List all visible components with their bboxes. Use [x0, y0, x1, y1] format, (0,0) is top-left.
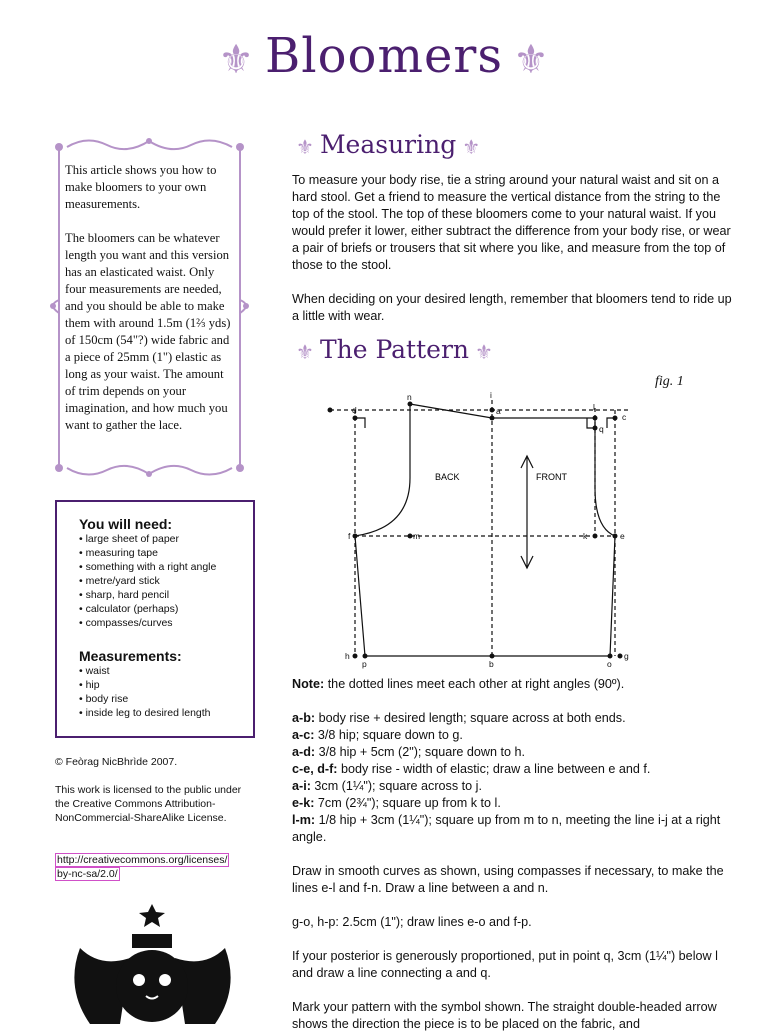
- step: a-i: 3cm (1¼"); square across to j.: [292, 779, 482, 793]
- paragraph: Mark your pattern with the symbol shown. The straight double-headed arrow shows the direction the piece is to be placed on the fabric, and: [292, 1000, 717, 1031]
- intro-paragraph: This article shows you how to make bloomers to your own measurements.: [65, 163, 217, 211]
- svg-text:m: m: [413, 531, 421, 541]
- front-label: FRONT: [536, 472, 567, 482]
- svg-text:e: e: [620, 531, 625, 541]
- svg-text:n: n: [407, 392, 412, 402]
- list-item: • calculator (perhaps): [79, 602, 239, 616]
- fleur-de-lis-icon: ⚜: [218, 36, 256, 83]
- list-item: • body rise: [79, 692, 239, 706]
- you-will-need-box: [55, 500, 255, 738]
- fleur-de-lis-icon: ⚜: [512, 36, 550, 83]
- pattern-heading: ⚜ The Pattern ⚜: [296, 335, 493, 364]
- measuring-paragraph: To measure your body rise, tie a string around your natural waist and sit on a hard stool. Get a friend to measure the vertical distance from the string to the top of the stool. The top of these bloomers come to your natural waist. If you would prefer it lower, either subtract the difference from your body rise, or wear a pair of briefs or trousers that sit where you like, and measure from the top of those to the stool.: [292, 173, 731, 272]
- fleur-de-lis-icon: ⚜: [462, 134, 481, 159]
- step: a-d: 3/8 hip + 5cm (2"); square down to h.: [292, 745, 526, 759]
- copyright: © Feòrag NicBhrìde 2007.: [55, 756, 178, 768]
- pattern-diagram: [290, 378, 640, 670]
- need-list: [79, 532, 239, 630]
- step: a-b: body rise + desired length; square across at both ends.: [292, 711, 626, 725]
- list-item: • metre/yard stick: [79, 574, 239, 588]
- list-item: • something with a right angle: [79, 560, 239, 574]
- step: l-m: 1/8 hip + 3cm (1¼"); square up from m to n, meeting the line i-j at a right angle.: [292, 813, 721, 844]
- instructions: Note: the dotted lines meet each other at right angles (90º). a-b: body rise + desired length; square across at both ends. a-c: 3/8 hip; square down to g. a-d: 3/8 hip + 5cm (2"); square down to h. c-e, d-f: body rise - width of elastic; draw a line between e and f. a-i: 3cm (1¼"); square across to j. e-k: 7cm (2¾"); square up from k to l. l-m: 1/8 hip + 3cm (1¼"); square up from m to n, meeting the line i-j at a right angle. Draw in smooth curves as shown, using compasses if necessary, to make the lines e-l and f-n. Draw a line between a and n. g-o, h-p: 2.5cm (1"); draw lines e-o and f-p. If your posterior is generously proportioned, put in point q, 3cm (1¼") below l and draw a line connecting a and q. Mark your pattern with the symbol shown. The straight double-headed arrow shows the direction the piece is to be placed on the fabric, and: [292, 676, 737, 1033]
- page-title: ⚜ Bloomers ⚜: [218, 28, 550, 84]
- paragraph: g-o, h-p: 2.5cm (1"); draw lines e-o and f-p.: [292, 915, 532, 929]
- license-text: This work is licensed to the public under the Creative Commons Attribution-NonCommercial-ShareAlike License.: [55, 784, 242, 824]
- paragraph: Draw in smooth curves as shown, using compasses if necessary, to make the lines e-l and f-n. Draw a line between a and n.: [292, 864, 724, 895]
- svg-text:a: a: [496, 406, 501, 416]
- measuring-paragraph: When deciding on your desired length, remember that bloomers tend to ride up a little with wear.: [292, 292, 732, 323]
- back-label: BACK: [435, 472, 460, 482]
- fleur-de-lis-icon: ⚜: [475, 339, 493, 364]
- intro-paragraph: The bloomers can be whatever length you want and this version has an elasticated waist. Only four measurements are needed, and you should be able to make them with around 1.5m (1⅔ yds) of 150cm (54"?) wide fabric and a piece of 25mm (1") elastic as long as your waist. The amount of trim depends on your imagination, and how much you want to gather the lace.: [65, 231, 231, 432]
- svg-text:q: q: [599, 424, 604, 434]
- license-link[interactable]: http://creativecommons.org/licenses/ by-nc-sa/2.0/: [57, 854, 228, 880]
- svg-text:p: p: [362, 659, 367, 669]
- svg-text:f: f: [348, 531, 351, 541]
- svg-text:i: i: [490, 390, 492, 400]
- measurements-list: [79, 664, 239, 720]
- step: c-e, d-f: body rise - width of elastic; draw a line between e and f.: [292, 762, 651, 776]
- intro-text: [65, 162, 237, 451]
- need-heading: You will need:: [79, 516, 173, 532]
- list-item: • waist: [79, 664, 239, 678]
- svg-text:h: h: [345, 651, 350, 661]
- svg-text:c: c: [622, 412, 627, 422]
- svg-text:k: k: [583, 531, 588, 541]
- fleur-de-lis-icon: ⚜: [296, 134, 314, 159]
- list-item: • inside leg to desired length: [79, 706, 239, 720]
- list-item: • sharp, hard pencil: [79, 588, 239, 602]
- list-item: • hip: [79, 678, 239, 692]
- fleur-de-lis-icon: ⚜: [296, 339, 314, 364]
- step: e-k: 7cm (2¾"); square up from k to l.: [292, 796, 501, 810]
- step: a-c: 3/8 hip; square down to g.: [292, 728, 463, 742]
- list-item: • large sheet of paper: [79, 532, 239, 546]
- svg-text:o: o: [607, 659, 612, 669]
- svg-text:l: l: [593, 402, 595, 412]
- paragraph: If your posterior is generously proportioned, put in point q, 3cm (1¼") below l and draw a line connecting a and q.: [292, 949, 718, 980]
- list-item: • compasses/curves: [79, 616, 239, 630]
- bat-cat-logo: [60, 898, 245, 1024]
- list-item: • measuring tape: [79, 546, 239, 560]
- svg-text:d: d: [352, 405, 357, 415]
- figure-label: fig. 1: [655, 374, 684, 389]
- measuring-text: [292, 172, 732, 325]
- svg-text:b: b: [489, 659, 494, 669]
- svg-text:g: g: [624, 651, 629, 661]
- measuring-heading: ⚜ Measuring ⚜: [296, 130, 481, 159]
- measurements-heading: Measurements:: [79, 648, 182, 664]
